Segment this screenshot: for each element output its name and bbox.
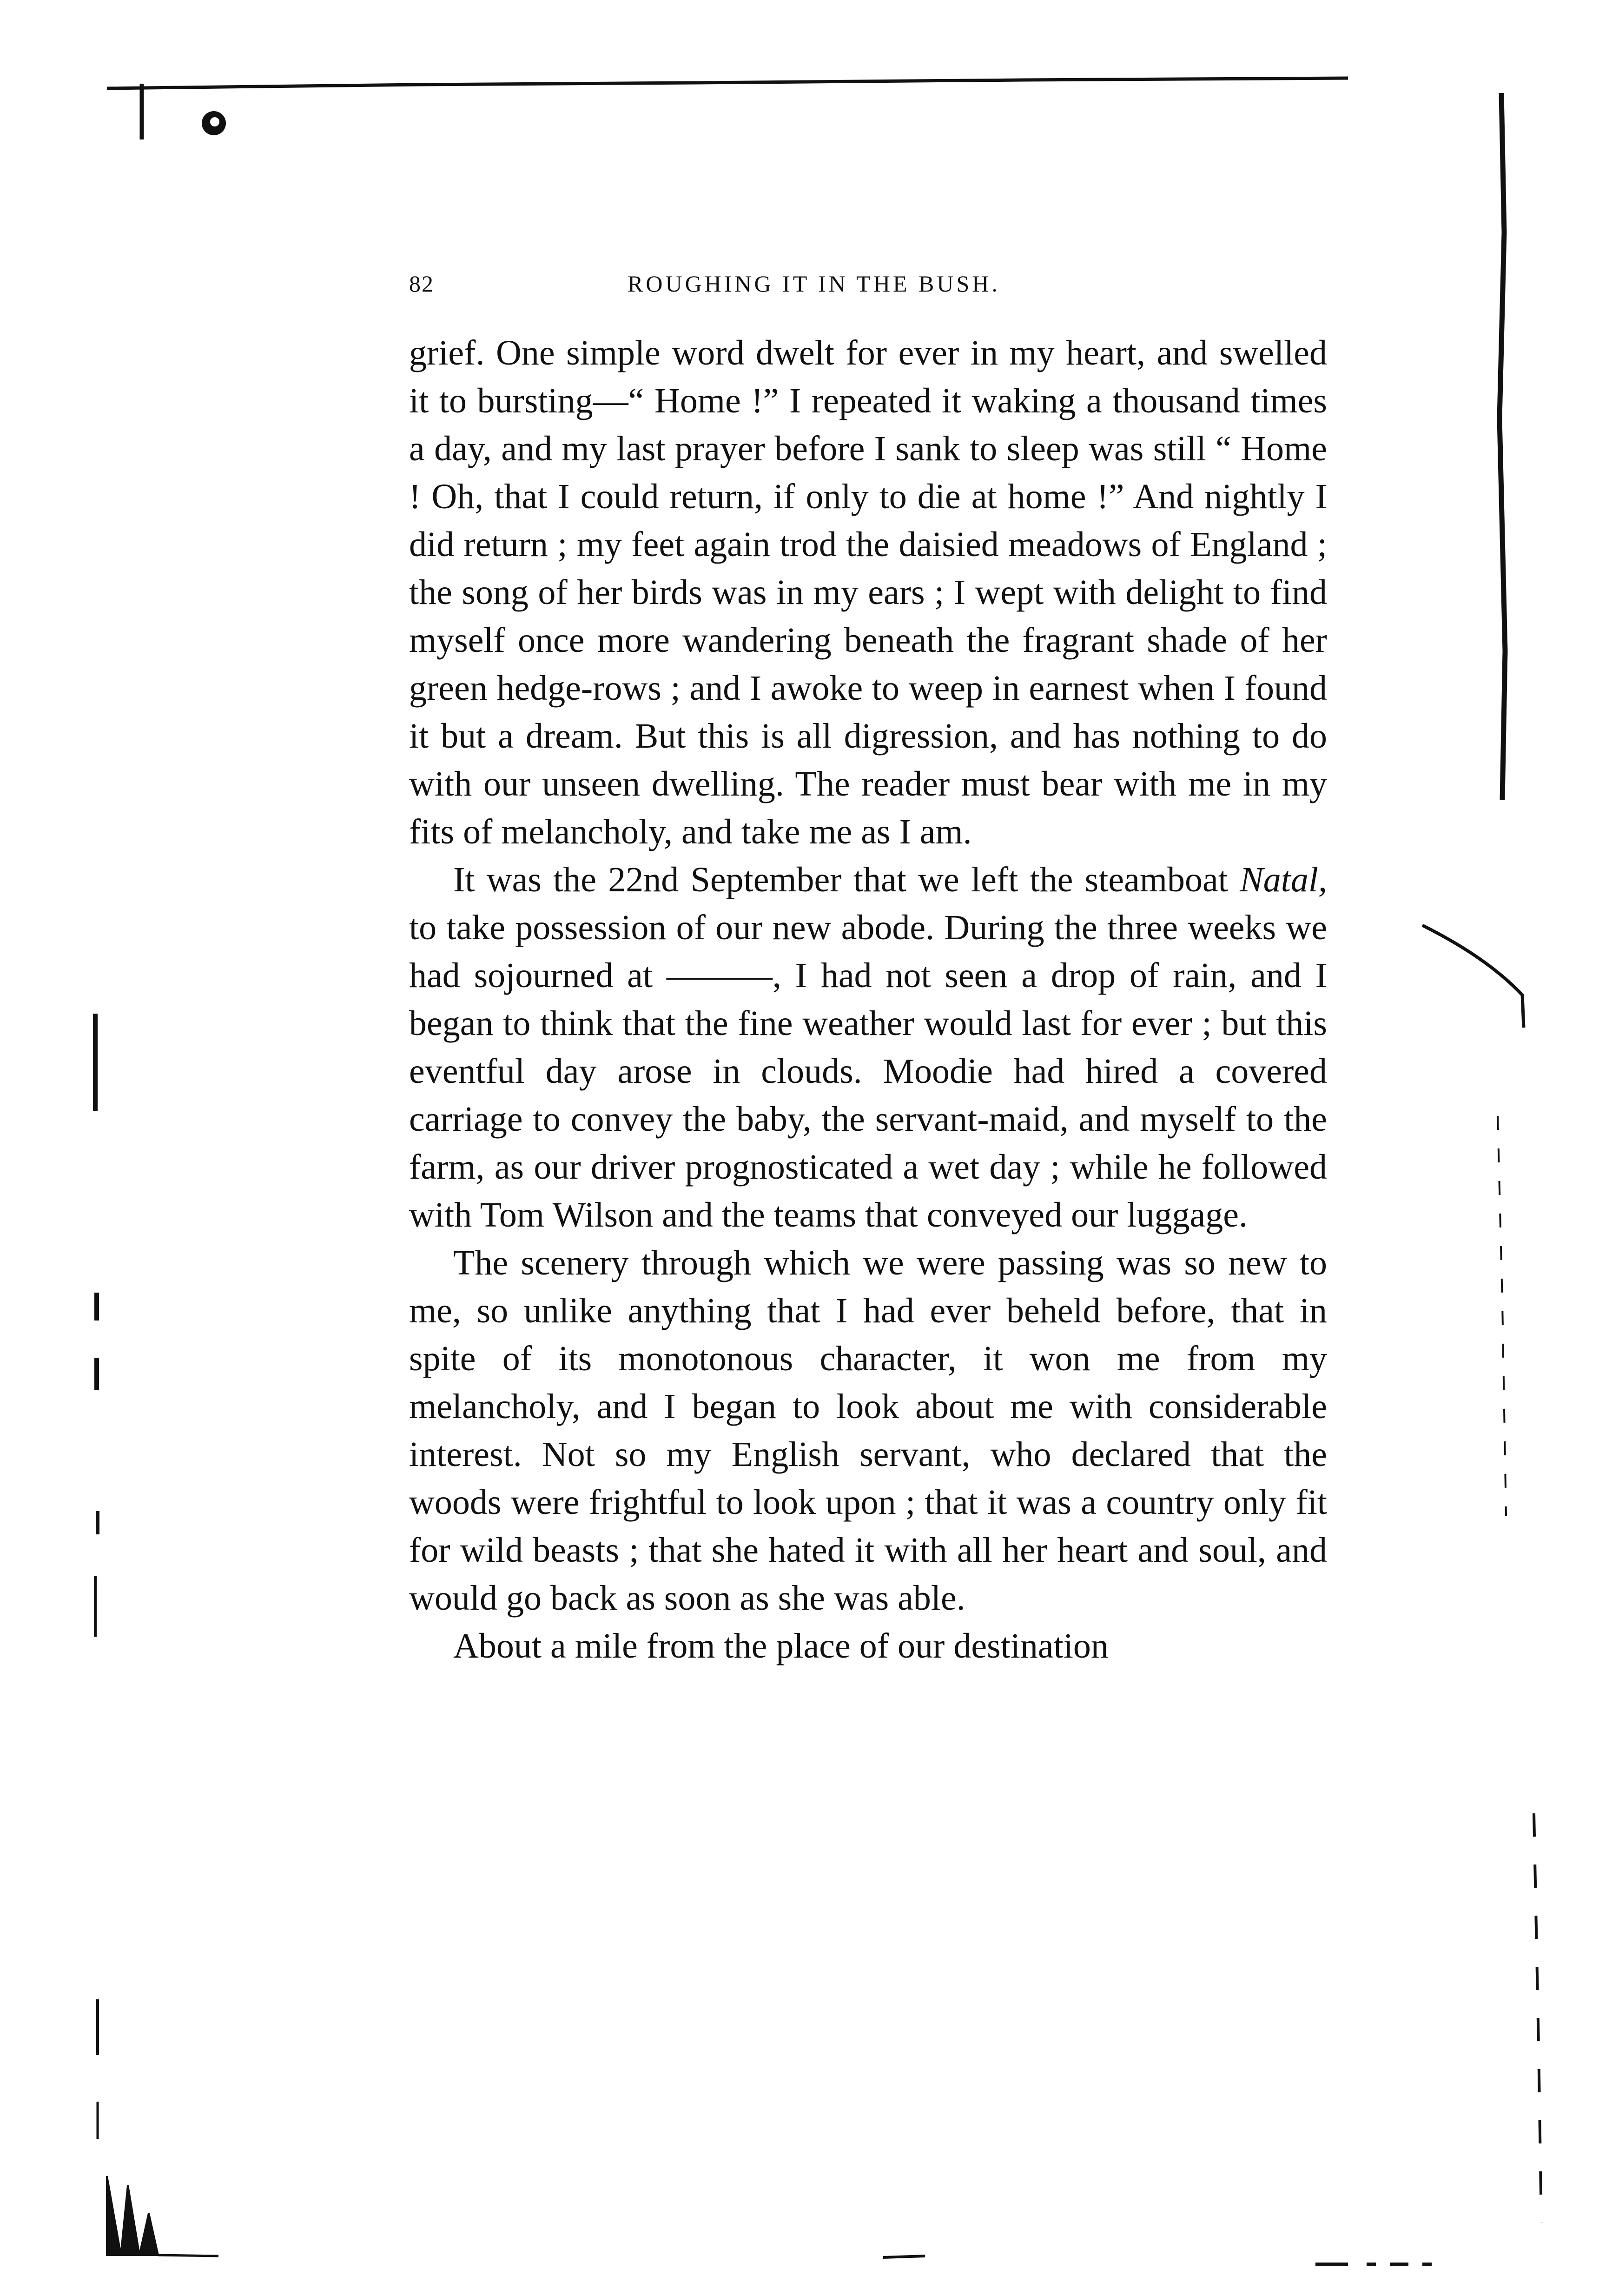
paragraph-2 [409,856,1327,1239]
ink-blot-hole [210,117,219,126]
running-title: ROUGHING IT IN THE BUSH. [628,271,1000,297]
body-text [409,329,1327,1670]
paragraph-2-start: It was the 22nd September that we left the steamboat [453,860,1240,899]
right-binding-lower [1498,1116,1506,1516]
bottom-center-mark [883,2256,925,2257]
right-binding-bottom [1534,1813,1541,2223]
page-header [409,265,1329,302]
paragraph-3: The scenery through which we were passing was so new to me, so unlike anything that I had ever beheld before, that in spite of its monotonous character, it won me from my melancholy, and I began to look about me with considerable interest. Not so my English servant, who declared that the woods were frightful to look upon ; that it was a country only fit for wild beasts ; that she hated it with all her heart and soul, and would go back as soon as she was able. [409,1243,1327,1618]
top-border-line [107,78,1348,88]
bottom-left-smudge [107,2176,158,2255]
page-number: 82 [409,271,434,297]
right-binding-line [1500,93,1505,800]
boat-name: Natal, [1240,860,1327,899]
paragraph-1: grief. One simple word dwelt for ever in my heart, and swelled it to bursting—“ Home !” I repeated it waking a thousand times a day, and my last prayer before I sank to sleep was still “ Home ! Oh, that I could return, if only to die at home !” And nightly I did return ; my feet again trod the daisied meadows of England ; the song of her birds was in my ears ; I wept with delight to find myself once more wandering beneath the fragrant shade of her green hedge-rows ; and I awoke to weep in earnest when I found it but a dream. But this is all digression, and has nothing to do with our unseen dwelling. The reader must bear with me in my fits of melancholy, and take me as I am. [409,333,1327,851]
paragraph-2-end: to take possession of our new abode. During the three weeks we had sojourned at ———, I had not seen a drop of rain, and I began to think that the fine weather would last for ever ; but this eventful day arose in clouds. Moodie had hired a covered carriage to convey the baby, the servant-maid, and myself to the farm, as our driver prognosticated a wet day ; while he followed with Tom Wilson and the teams that conveyed our luggage. [409,908,1327,1234]
bottom-left-line [158,2255,218,2256]
paragraph-4: About a mile from the place of our destination [453,1626,1109,1666]
right-curved-mark [1422,925,1524,1028]
